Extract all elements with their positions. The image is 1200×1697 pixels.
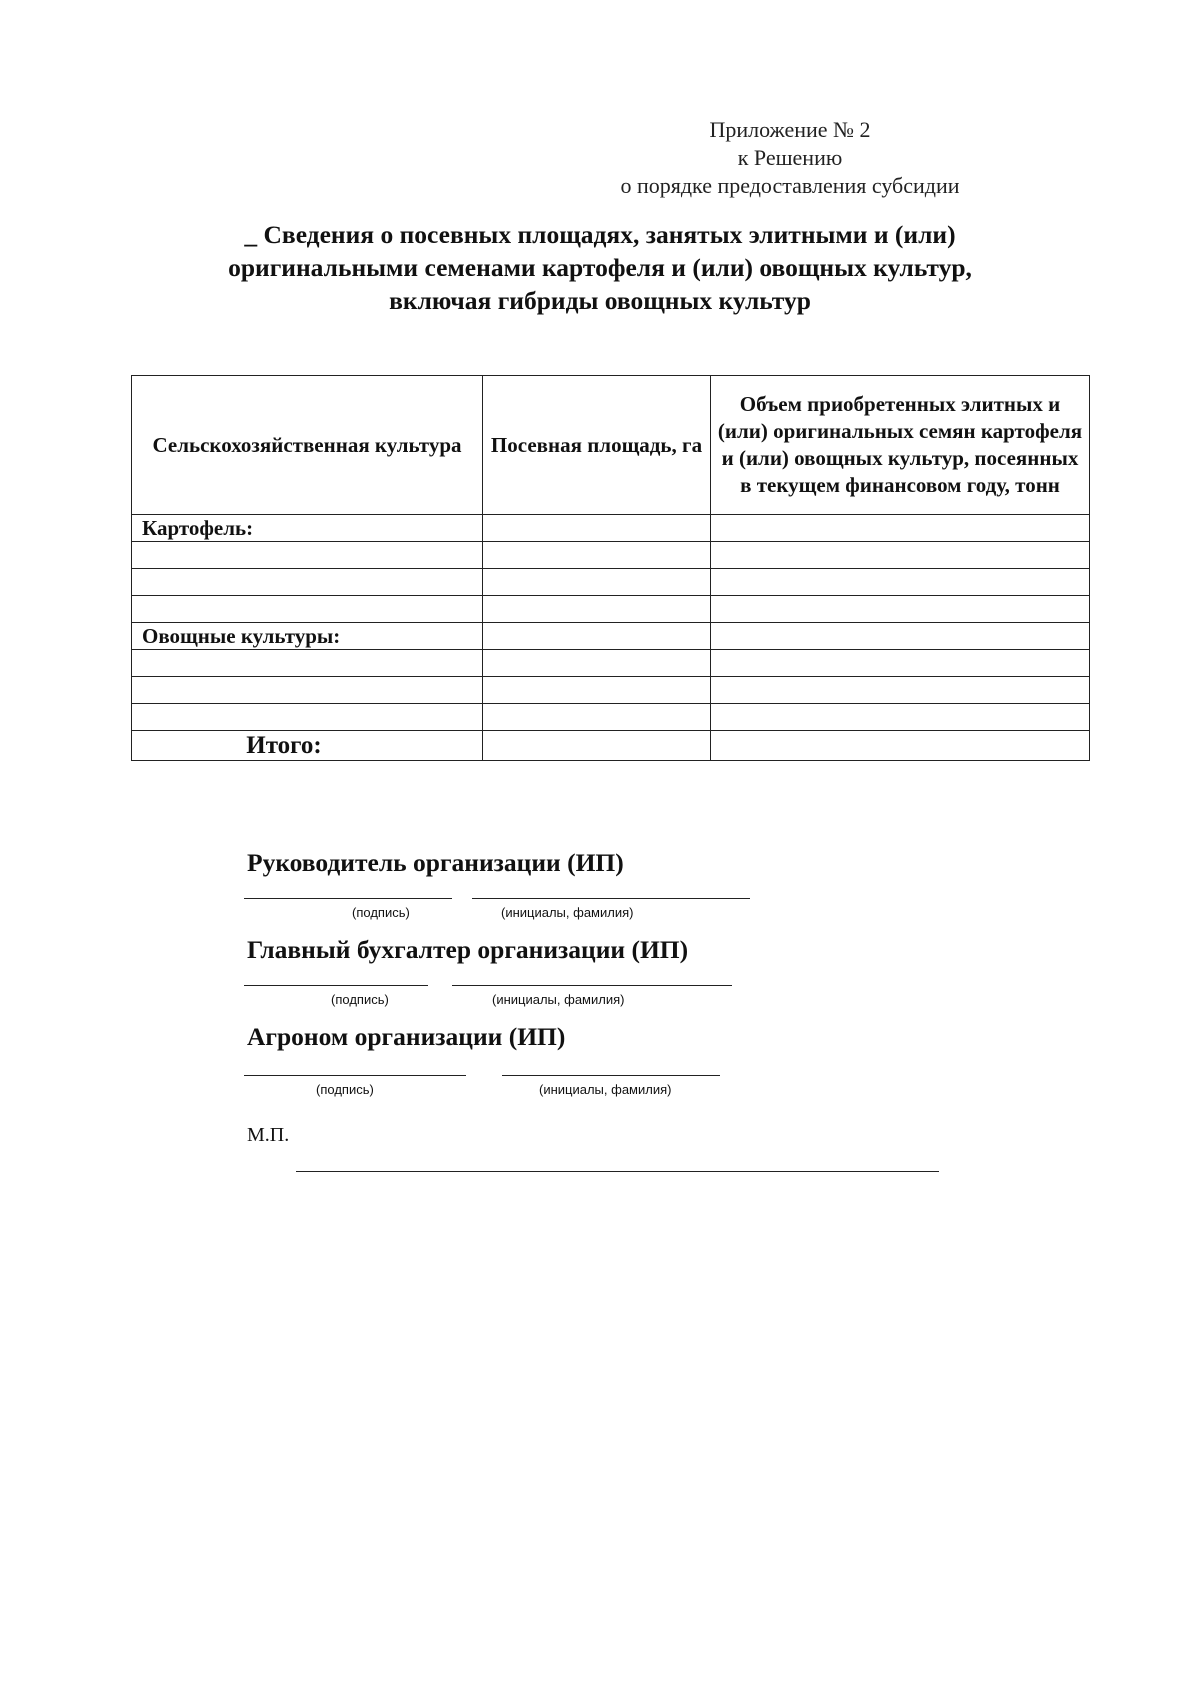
table-row (132, 542, 1090, 569)
signature-caption: (подпись) (352, 905, 410, 920)
cell-crop[interactable] (132, 596, 483, 623)
table-row (132, 569, 1090, 596)
cell-volume[interactable] (711, 623, 1090, 650)
header-volume: Объем приобретенных элитных и (или) оригинальных семян картофеля и (или) овощных культур, посеянных в текущем финансовом году, тонн (711, 376, 1090, 515)
cell-volume[interactable] (711, 569, 1090, 596)
cell-area[interactable] (483, 650, 711, 677)
name-line[interactable] (502, 1075, 720, 1076)
stamp-label: М.П. (247, 1124, 290, 1146)
cell-area[interactable] (483, 704, 711, 731)
cell-volume[interactable] (711, 650, 1090, 677)
signature-line[interactable] (244, 898, 452, 899)
table-row (132, 515, 1090, 542)
title-line-3: включая гибриды овощных культур (389, 286, 811, 315)
name-caption: (инициалы, фамилия) (492, 992, 625, 1007)
table-row (132, 623, 1090, 650)
cell-volume[interactable] (711, 704, 1090, 731)
cell-crop[interactable] (132, 677, 483, 704)
appendix-subject: о порядке предоставления субсидии (620, 173, 960, 198)
signature-title: Руководитель организации (ИП) (247, 848, 624, 877)
sowing-area-table (131, 375, 1090, 761)
cell-crop[interactable] (132, 704, 483, 731)
name-caption: (инициалы, фамилия) (501, 905, 634, 920)
appendix-reference (580, 116, 1000, 200)
cell-crop[interactable]: Картофель: (132, 515, 483, 542)
cell-area[interactable] (483, 677, 711, 704)
table-row (132, 650, 1090, 677)
signature-title: Главный бухгалтер организации (ИП) (247, 935, 689, 964)
title-line-1: _ Сведения о посевных площадях, занятых элитными и (или) (244, 220, 956, 249)
cell-total-label: Итого: (132, 731, 483, 761)
cell-crop[interactable] (132, 542, 483, 569)
table-row (132, 677, 1090, 704)
signature-caption: (подпись) (316, 1082, 374, 1097)
header-crop: Сельскохозяйственная культура (132, 376, 483, 515)
name-caption: (инициалы, фамилия) (539, 1082, 672, 1097)
cell-area[interactable] (483, 623, 711, 650)
signature-caption: (подпись) (331, 992, 389, 1007)
signature-line[interactable] (244, 1075, 466, 1076)
cell-volume[interactable] (711, 542, 1090, 569)
table-row (132, 704, 1090, 731)
cell-volume[interactable] (711, 677, 1090, 704)
cell-total-volume[interactable] (711, 731, 1090, 761)
cell-total-area[interactable] (483, 731, 711, 761)
stamp-line (296, 1171, 939, 1172)
cell-volume[interactable] (711, 596, 1090, 623)
appendix-decision: к Решению (737, 145, 843, 170)
cell-area[interactable] (483, 515, 711, 542)
cell-area[interactable] (483, 569, 711, 596)
signature-agronomist (247, 1022, 565, 1052)
table-header-row (132, 376, 1090, 515)
name-line[interactable] (472, 898, 750, 899)
cell-crop[interactable]: Овощные культуры: (132, 623, 483, 650)
signature-line[interactable] (244, 985, 428, 986)
cell-crop[interactable] (132, 650, 483, 677)
signature-title: Агроном организации (ИП) (247, 1022, 566, 1051)
cell-crop[interactable] (132, 569, 483, 596)
title-line-2: оригинальными семенами картофеля и (или) овощных культур, (228, 253, 972, 282)
cell-volume[interactable] (711, 515, 1090, 542)
table-total-row (132, 731, 1090, 761)
table-row (132, 596, 1090, 623)
cell-area[interactable] (483, 542, 711, 569)
signature-director (247, 848, 624, 878)
name-line[interactable] (452, 985, 732, 986)
cell-area[interactable] (483, 596, 711, 623)
appendix-number: Приложение № 2 (709, 117, 871, 142)
document-title (130, 218, 1070, 317)
signature-chief-accountant (247, 935, 688, 965)
header-area: Посевная площадь, га (483, 376, 711, 515)
